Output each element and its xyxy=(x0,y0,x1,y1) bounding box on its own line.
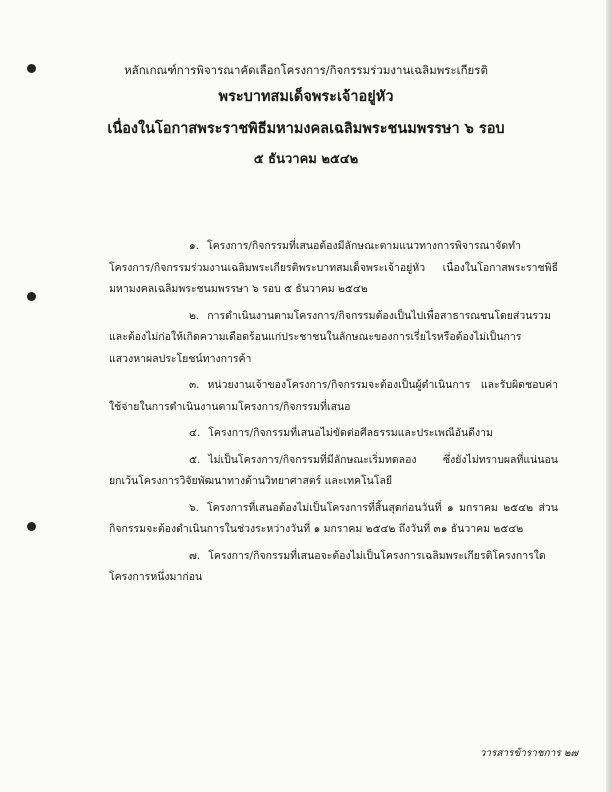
criteria-text: หน่วยงานเจ้าของโครงการ/กิจกรรมจะต้องเป็นผู้ดำเนินการ และรับผิดชอบค่าใช้จ่ายในการดำเนินงานตามโครงการ/กิจกรรมที่เสนอ xyxy=(109,379,558,413)
criteria-text: โครงการ/กิจกรรมที่เสนอต้องมีลักษณะตามแนวทางการพิจารณาจัดทำโครงการ/กิจกรรมร่วมงานเฉลิมพระเกียรติพระบาทสมเด็จพระเจ้าอยู่หัว เนื่องในโอกาสพระราชพิธีมหามงคลเฉลิมพระชนมพรรษา ๖ รอบ ๕ ธันวาคม ๒๕๔๒ xyxy=(109,240,558,295)
criteria-item xyxy=(109,236,558,301)
binder-hole-mark xyxy=(27,522,36,531)
criteria-item xyxy=(109,546,558,589)
criteria-text: ไม่เป็นโครงการ/กิจกรรมที่มีลักษณะเริ่มทดลอง ซึ่งยังไม่ทราบผลที่แน่นอน ยกเว้นโครงการวิจัยพัฒนาทางด้านวิทยาศาสตร์ และเทคโนโลยี xyxy=(109,453,558,487)
header-title: พระบาทสมเด็จพระเจ้าอยู่หัว xyxy=(218,88,394,105)
criteria-number: ๖. xyxy=(189,501,200,514)
criteria-item xyxy=(109,450,558,493)
header-subtitle: หลักเกณฑ์การพิจารณาคัดเลือกโครงการ/กิจกรรมร่วมงานเฉลิมพระเกียรติ xyxy=(124,63,488,77)
binder-hole-mark xyxy=(27,292,36,301)
criteria-text: โครงการ/กิจกรรมที่เสนอจะต้องไม่เป็นโครงการเฉลิมพระเกียรติโครงการใดโครงการหนึ่งมาก่อน xyxy=(109,549,546,583)
header-date: ๕ ธันวาคม ๒๕๔๒ xyxy=(253,152,359,167)
criteria-item xyxy=(109,423,558,445)
criteria-number: ๔. xyxy=(189,427,201,439)
criteria-number: ๑. xyxy=(189,240,200,252)
criteria-text: โครงการ/กิจกรรมที่เสนอไม่ขัดต่อศีลธรรมและประเพณีอันดีงาม xyxy=(208,427,493,439)
criteria-text: การดำเนินงานตามโครงการ/กิจกรรมต้องเป็นไปเพื่อสาธารณชนโดยส่วนรวม และต้องไม่ก่อให้เกิดความเดือดร้อนแก่ประชาชนในลักษณะของการเรี่ยไรหรือต้องไม่เป็นการแสวงหาผลประโยชน์ทางการค้า xyxy=(109,309,551,365)
criteria-number: ๗. xyxy=(189,549,201,562)
criteria-text: โครงการที่เสนอต้องไม่เป็นโครงการที่สิ้นสุดก่อนวันที่ ๑ มกราคม ๒๕๔๒ ส่วนกิจกรรมจะต้องดำเนินการในช่วงระหว่างวันที่ ๑ มกราคม ๒๕๔๒ ถึงวันที่ ๓๑ ธันวาคม ๒๕๔๒ xyxy=(109,501,558,535)
criteria-number: ๒. xyxy=(189,309,200,322)
criteria-item xyxy=(109,306,558,371)
criteria-number: ๓. xyxy=(189,379,200,391)
criteria-item xyxy=(109,498,558,541)
criteria-list xyxy=(109,236,558,589)
document-header xyxy=(0,62,612,170)
page-footer: วารสารข้าราชการ ๒๗ xyxy=(479,748,578,759)
criteria-item xyxy=(109,375,558,418)
header-occasion: เนื่องในโอกาสพระราชพิธีมหามงคลเฉลิมพระชนมพรรษา ๖ รอบ xyxy=(107,120,505,137)
criteria-number: ๕. xyxy=(189,453,201,466)
